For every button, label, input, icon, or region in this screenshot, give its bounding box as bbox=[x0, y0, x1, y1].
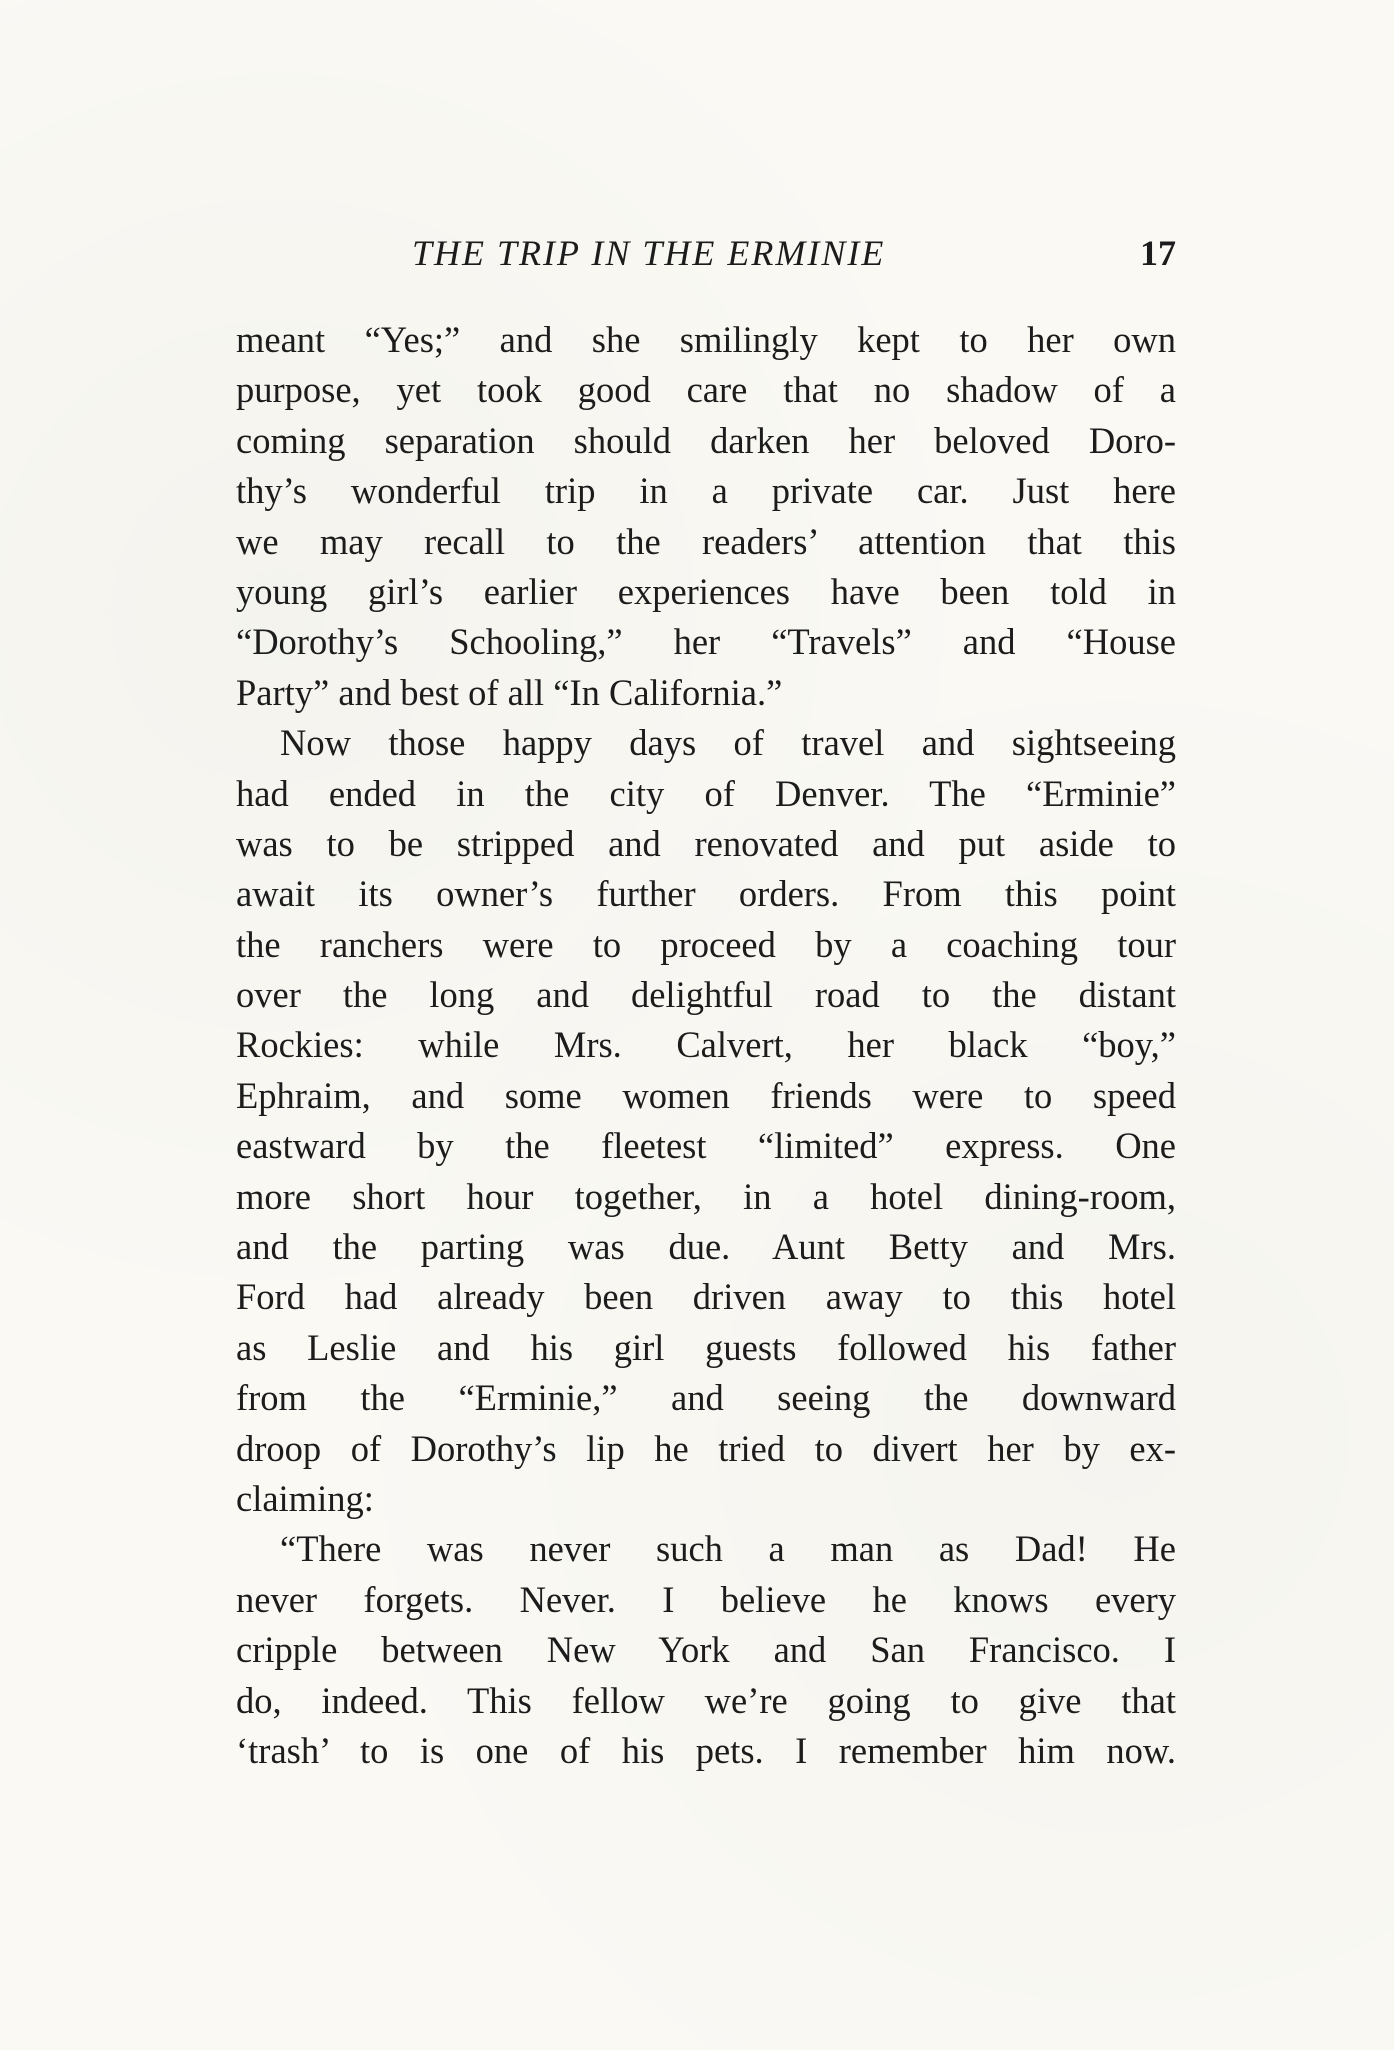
text-line: Rockies: while Mrs. Calvert, her black “boy,” bbox=[236, 1024, 1176, 1066]
text-line: over the long and delightful road to the distant bbox=[236, 974, 1176, 1016]
text-line: “There was never such a man as Dad! He bbox=[280, 1528, 1176, 1570]
text-line: ‘trash’ to is one of his pets. I remember him now. bbox=[236, 1729, 1176, 1771]
text-line: meant “Yes;” and she smilingly kept to her own bbox=[236, 319, 1176, 360]
text-line: claiming: bbox=[236, 1477, 374, 1519]
text-line: Now those happy days of travel and sightseeing bbox=[280, 722, 1176, 764]
text-line: thy’s wonderful trip in a private car. Just here bbox=[236, 470, 1176, 512]
running-title: THE TRIP IN THE ERMINIE bbox=[412, 233, 886, 273]
text-line: from the “Erminie,” and seeing the downward bbox=[236, 1377, 1176, 1419]
text-line: and the parting was due. Aunt Betty and Mrs. bbox=[236, 1226, 1176, 1268]
text-line: Ephraim, and some women friends were to speed bbox=[236, 1074, 1176, 1116]
text-line: cripple between New York and San Francisco. I bbox=[236, 1629, 1176, 1671]
text-line: Ford had already been driven away to this hotel bbox=[236, 1276, 1176, 1318]
text-line: do, indeed. This fellow we’re going to give that bbox=[236, 1679, 1176, 1721]
text-line: more short hour together, in a hotel dining-room, bbox=[236, 1175, 1176, 1217]
text-line: droop of Dorothy’s lip he tried to divert her by ex- bbox=[236, 1427, 1176, 1469]
page-number: 17 bbox=[1140, 233, 1176, 273]
text-line: as Leslie and his girl guests followed his father bbox=[236, 1326, 1176, 1368]
text-line: never forgets. Never. I believe he knows every bbox=[236, 1578, 1176, 1620]
text-line: the ranchers were to proceed by a coaching tour bbox=[236, 923, 1176, 965]
running-head bbox=[236, 228, 1176, 278]
body-text bbox=[236, 315, 1176, 1776]
text-line: was to be stripped and renovated and put aside to bbox=[236, 822, 1176, 864]
text-line: “Dorothy’s Schooling,” her “Travels” and “House bbox=[236, 621, 1176, 663]
text-line: purpose, yet took good care that no shadow of a bbox=[236, 369, 1176, 411]
text-line: await its owner’s further orders. From this point bbox=[236, 873, 1176, 915]
text-line: coming separation should darken her beloved Doro- bbox=[236, 419, 1176, 461]
text-line: Party” and best of all “In California.” bbox=[236, 671, 783, 713]
text-line: eastward by the fleetest “limited” express. One bbox=[236, 1125, 1176, 1167]
text-line: young girl’s earlier experiences have been told in bbox=[236, 570, 1176, 612]
text-line: we may recall to the readers’ attention that this bbox=[236, 520, 1176, 562]
text-line: had ended in the city of Denver. The “Erminie” bbox=[236, 772, 1176, 814]
